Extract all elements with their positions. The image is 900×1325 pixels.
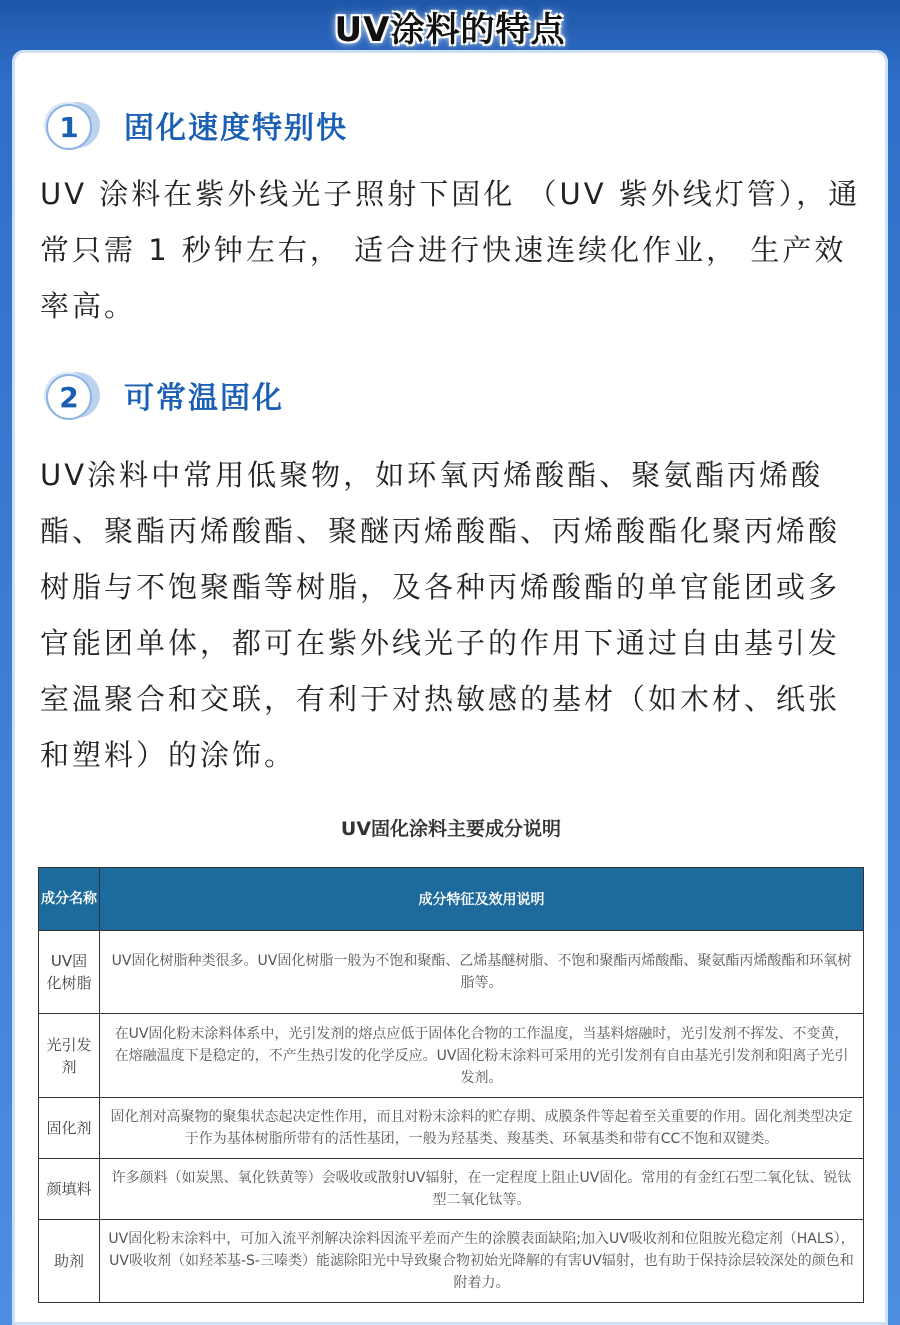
header-description: 成分特征及效用说明 [100,868,864,931]
table-row [39,931,864,1014]
row-name: UV固化树脂 [39,931,100,1014]
row-description: UV固化粉末涂料中，可加入流平剂解决涂料因流平差而产生的涂膜表面缺陷;加入UV吸收剂和位阻胺光稳定剂（HALS），UV吸收剂（如羟苯基-S-三嗪类）能滤除阳光中导致聚合物初始光降解的有害UV辐射，也有助于保持涂层较深处的颜色和附着力。 [100,1220,864,1303]
row-name: 颜填料 [39,1159,100,1220]
section-2-number: 2 [46,374,92,420]
row-description: 许多颜料（如炭黑、氧化铁黄等）会吸收或散射UV辐射，在一定程度上阻止UV固化。常用的有金红石型二氧化钛、锐钛型二氧化钛等。 [100,1159,864,1220]
row-description: UV固化树脂种类很多。UV固化树脂一般为不饱和聚酯、乙烯基醚树脂、不饱和聚酯丙烯酸酯、聚氨酯丙烯酸酯和环氧树脂等。 [100,931,864,1014]
components-table [38,867,864,1303]
title-bar [0,0,900,52]
row-name: 助剂 [39,1220,100,1303]
content-card [12,50,888,1325]
row-description: 在UV固化粉末涂料体系中，光引发剂的熔点应低于固体化合物的工作温度，当基料熔融时，光引发剂不挥发、不变黄，在熔融温度下是稳定的，不产生热引发的化学反应。UV固化粉末涂料可采用的光引发剂有自由基光引发剂和阳离子光引发剂。 [100,1014,864,1098]
page-title: UV涂料的特点 [334,9,566,50]
row-description: 固化剂对高聚物的聚集状态起决定性作用，而且对粉末涂料的贮存期、成膜条件等起着至关重要的作用。固化剂类型决定于作为基体树脂所带有的活性基团，一般为羟基类、羧基类、环氧基类和带有CC不饱和双键类。 [100,1098,864,1159]
number-badge-1 [40,100,100,150]
row-name: 固化剂 [39,1098,100,1159]
section-1-number: 1 [46,104,92,150]
number-badge-2 [40,370,100,420]
table-row [39,1159,864,1220]
table-row [39,1220,864,1303]
table-row [39,1014,864,1098]
row-name: 光引发剂 [39,1014,100,1098]
section-1-header [40,100,348,150]
table-caption: UV固化涂料主要成分说明 [340,818,562,840]
section-1-body: UV 涂料在紫外线光子照射下固化 （UV 紫外线灯管），通常只需 1 秒钟左右， 适合进行快速连续化作业， 生产效率高。 [40,177,861,323]
section-2-body: UV涂料中常用低聚物，如环氧丙烯酸酯、聚氨酯丙烯酸酯、聚酯丙烯酸酯、聚醚丙烯酸酯、丙烯酸酯化聚丙烯酸树脂与不饱聚酯等树脂，及各种丙烯酸酯的单官能团或多官能团单体，都可在紫外线光子的作用下通过自由基引发室温聚合和交联，有利于对热敏感的基材（如木材、纸张和塑料）的涂饰。 [40,458,841,772]
table-row [39,1098,864,1159]
section-2-title: 可常温固化 [124,381,284,416]
header-component-name: 成分名称 [39,868,100,931]
section-1-title: 固化速度特别快 [124,111,348,146]
section-2-header [40,370,284,420]
